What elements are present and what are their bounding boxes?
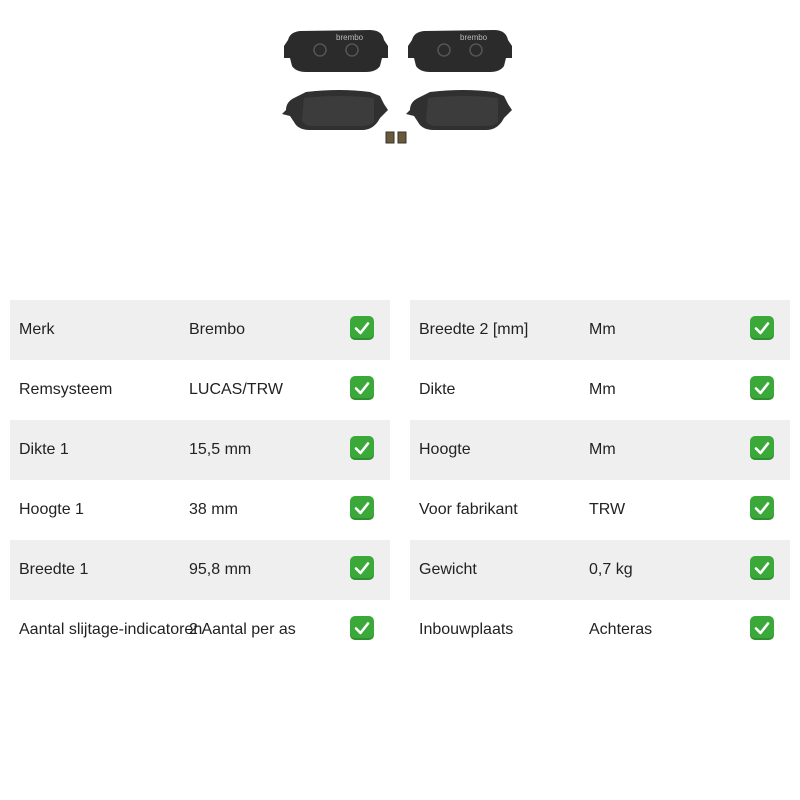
spec-value: Mm xyxy=(589,321,616,338)
brand-logo-text: brembo xyxy=(336,33,364,42)
spec-row xyxy=(410,600,790,660)
check-icon xyxy=(350,616,374,640)
spec-value: Achteras xyxy=(589,621,653,638)
spec-row xyxy=(10,480,390,540)
check-icon xyxy=(350,556,374,580)
spec-row xyxy=(10,540,390,600)
spec-row xyxy=(410,360,790,420)
spec-row xyxy=(10,420,390,480)
spec-row xyxy=(410,540,790,600)
check-icon xyxy=(750,496,774,520)
spec-label: Voor fabrikant xyxy=(419,501,518,518)
spec-label: Dikte xyxy=(419,381,456,398)
spec-table-right xyxy=(410,300,790,660)
spec-label: Breedte 1 xyxy=(19,561,89,578)
check-icon xyxy=(750,316,774,340)
spec-label: Inbouwplaats xyxy=(419,621,514,638)
spec-label: Merk xyxy=(19,321,55,338)
spec-row xyxy=(10,600,390,660)
check-icon xyxy=(350,316,374,340)
spec-row xyxy=(10,360,390,420)
check-icon xyxy=(750,376,774,400)
spec-label: Remsysteem xyxy=(19,381,113,398)
spec-value: 95,8 mm xyxy=(189,561,252,578)
spec-value: Brembo xyxy=(189,321,246,338)
spec-value: 15,5 mm xyxy=(189,441,252,458)
spec-row xyxy=(410,420,790,480)
check-icon xyxy=(750,616,774,640)
spec-label: Dikte 1 xyxy=(19,441,69,458)
spec-table-left xyxy=(10,300,390,660)
spec-label: Aantal slijtage-indicatoren xyxy=(19,621,203,638)
spec-label: Breedte 2 [mm] xyxy=(419,321,529,338)
check-icon xyxy=(750,556,774,580)
spec-label: Hoogte xyxy=(419,441,471,458)
spec-row xyxy=(10,300,390,360)
spec-value: TRW xyxy=(589,501,626,518)
spec-value: 0,7 kg xyxy=(589,561,633,578)
brake-pads-image xyxy=(270,18,530,153)
spec-label: Hoogte 1 xyxy=(19,501,84,518)
spec-value: 38 mm xyxy=(189,501,238,518)
check-icon xyxy=(350,436,374,460)
spec-value: 2 Aantal per as xyxy=(189,621,296,638)
check-icon xyxy=(750,436,774,460)
check-icon xyxy=(350,496,374,520)
spec-row xyxy=(410,300,790,360)
check-icon xyxy=(350,376,374,400)
spec-label: Gewicht xyxy=(419,561,477,578)
brand-logo-text-2: brembo xyxy=(460,33,488,42)
spec-value: LUCAS/TRW xyxy=(189,381,283,398)
spec-value: Mm xyxy=(589,381,616,398)
spec-row xyxy=(410,480,790,540)
spec-value: Mm xyxy=(589,441,616,458)
